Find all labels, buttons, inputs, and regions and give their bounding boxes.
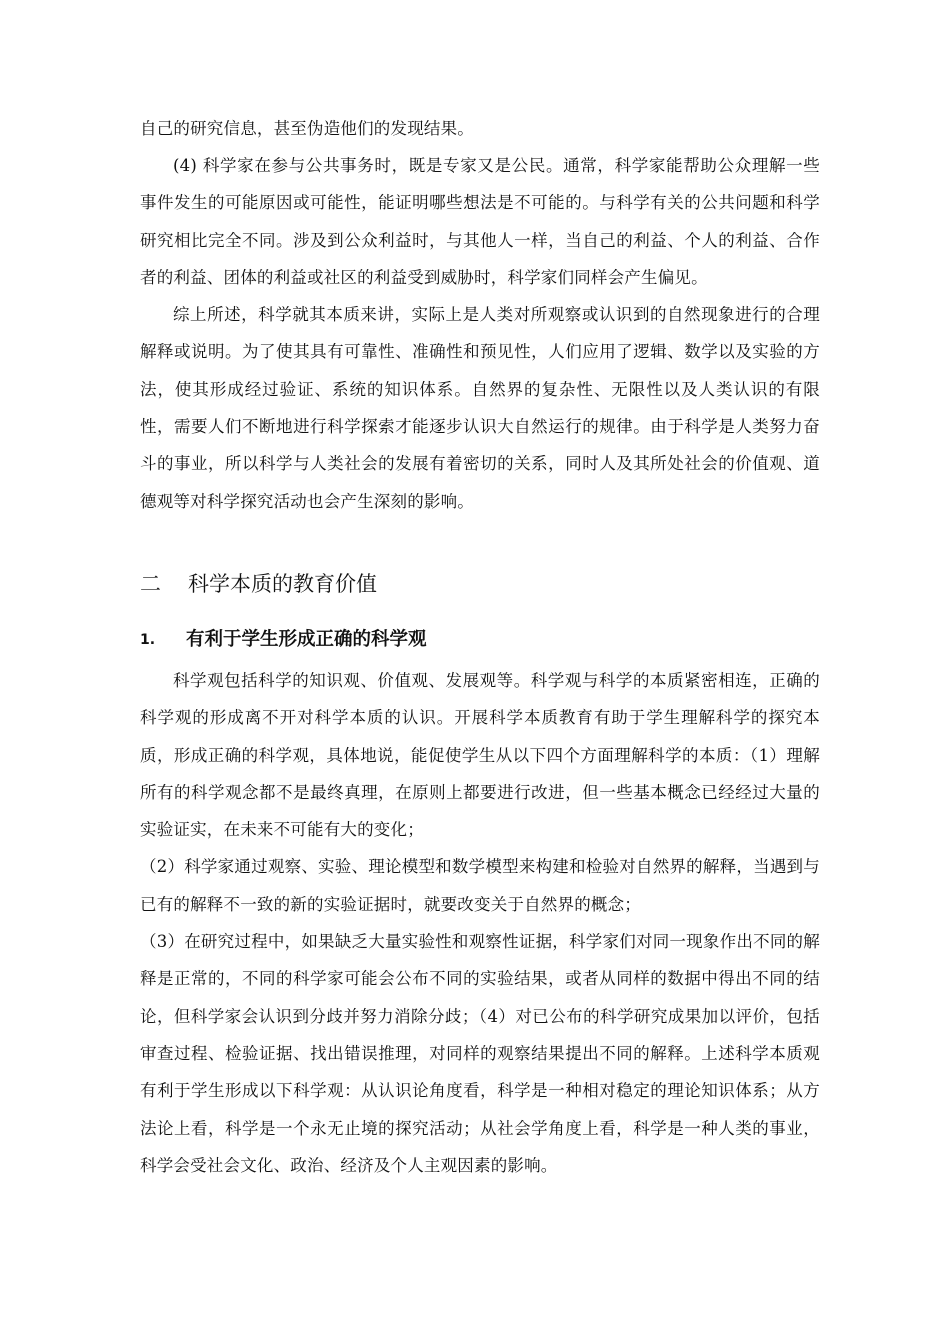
paragraph-block-1 (140, 147, 820, 520)
paragraph-1: 自己的研究信息，甚至伪造他们的发现结果。 (140, 119, 474, 138)
section-title: 科学本质的教育价值 (188, 572, 377, 596)
paragraph-2: (4) 科学家在参与公共事务时，既是专家又是公民。通常，科学家能帮助公众理解一些事件发生的可能原因或可能性，能证明哪些想法是不可能的。与科学有关的公共问题和科学研究相比完全不同。涉及到公众利益时，与其他人一样，当自己的利益、个人的利益、合作者的利益、团体的利益或社区的利益受到威胁时，科学家们同样会产生偏见。 (140, 156, 820, 287)
paragraph-6: （3）在研究过程中，如果缺乏大量实验性和观察性证据，科学家们对同一现象作出不同的解释是正常的，不同的科学家可能会公布不同的实验结果，或者从同样的数据中得出不同的结论，但科学家会认识到分歧并努力消除分歧；（4）对已公布的科学研究成果加以评价，包括审查过程、检验证据、找出错误推理，对同样的观察结果提出不同的解释。上述科学本质观有利于学生形成以下科学观：从认识论角度看，科学是一种相对稳定的理论知识体系；从方法论上看，科学是一个永无止境的探究活动；从社会学角度上看，科学是一种人类的事业，科学会受社会文化、政治、经济及个人主观因素的影响。 (140, 932, 820, 1175)
subsection-heading (140, 625, 820, 651)
paragraph-4: 科学观包括科学的知识观、价值观、发展观等。科学观与科学的本质紧密相连，正确的科学观的形成离不开对科学本质的认识。开展科学本质教育有助于学生理解科学的探究本质，形成正确的科学观，具体地说，能促使学生从以下四个方面理解科学的本质：（1）理解所有的科学观念都不是最终真理，在原则上都要进行改进，但一些基本概念已经经过大量的实验证实，在未来不可能有大的变化； (140, 671, 820, 840)
paragraph-continuation (140, 110, 820, 147)
paragraph-5: （2）科学家通过观察、实验、理论模型和数学模型来构建和检验对自然界的解释，当遇到与已有的解释不一致的新的实验证据时，就要改变关于自然界的概念； (140, 857, 820, 914)
section-heading (140, 568, 820, 598)
paragraph-3: 综上所述，科学就其本质来讲，实际上是人类对所观察或认识到的自然现象进行的合理解释或说明。为了使其具有可靠性、准确性和预见性，人们应用了逻辑、数学以及实验的方法，使其形成经过验证、系统的知识体系。自然界的复杂性、无限性以及人类认识的有限性，需要人们不断地进行科学探索才能逐步认识大自然运行的规律。由于科学是人类努力奋斗的事业，所以科学与人类社会的发展有着密切的关系，同时人及其所处社会的价值观、道德观等对科学探究活动也会产生深刻的影响。 (140, 305, 820, 511)
section-number: 二 (140, 572, 161, 596)
subsection-title: 有利于学生形成正确的科学观 (186, 629, 427, 650)
subsection-number: 1. (140, 632, 156, 648)
paragraph-block-2 (140, 662, 820, 1184)
